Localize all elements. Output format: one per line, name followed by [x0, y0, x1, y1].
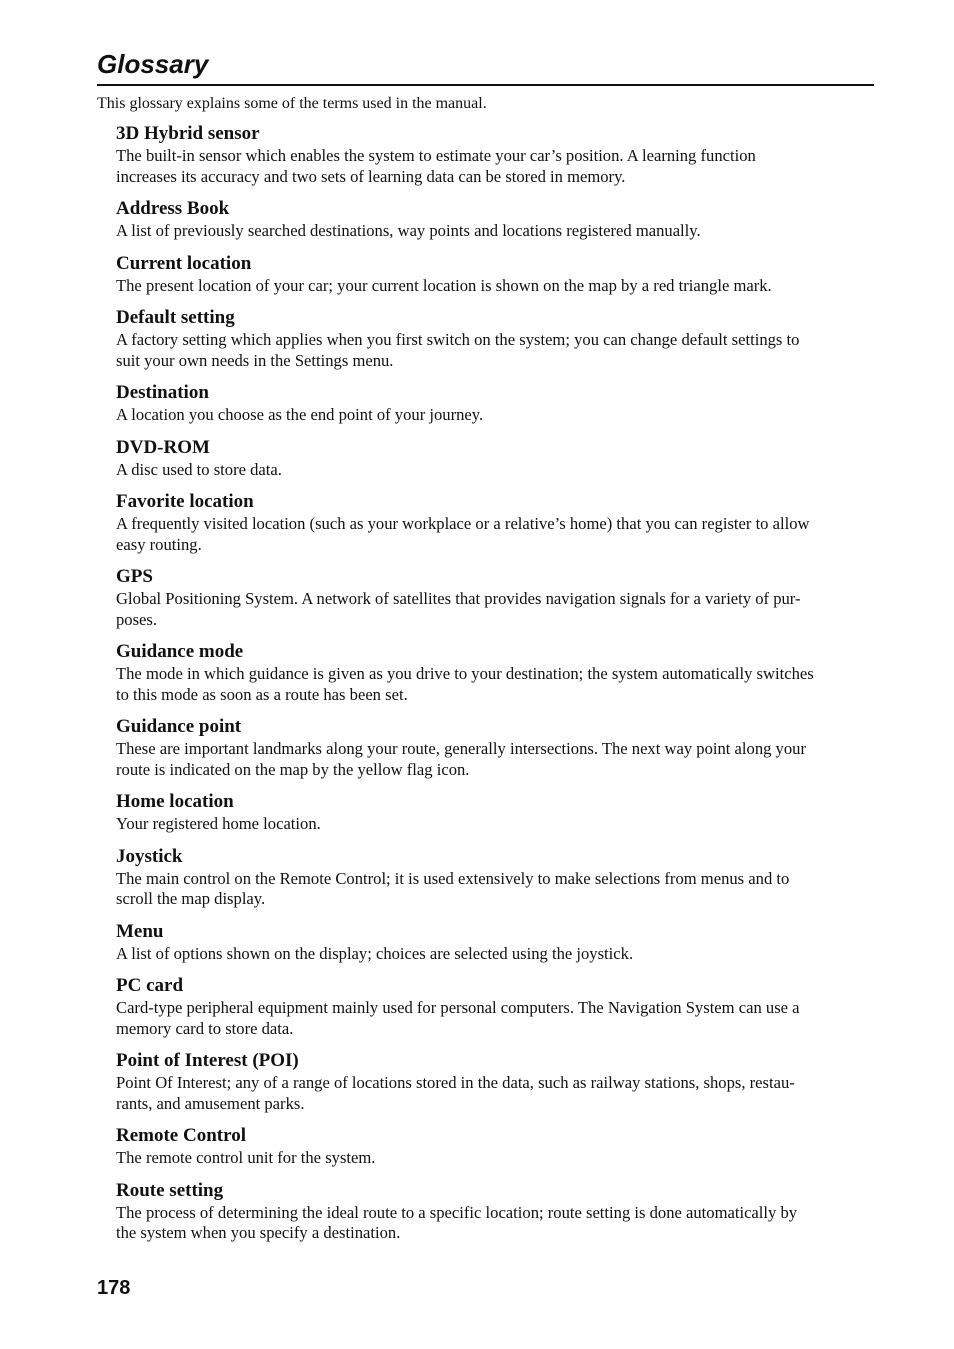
definition-line: A factory setting which applies when you first switch on the system; you can change default settings to [116, 330, 800, 349]
glossary-term: 3D Hybrid sensor [116, 123, 260, 144]
glossary-definition [116, 664, 874, 705]
glossary-definition [116, 589, 874, 630]
glossary-entry [116, 565, 874, 630]
glossary-definition [116, 869, 874, 910]
definition-line: These are important landmarks along your route, generally intersections. The next way point along your [116, 739, 806, 758]
glossary-term: GPS [116, 566, 153, 587]
definition-line: memory card to store data. [116, 1018, 294, 1038]
definition-line: to this mode as soon as a route has been set. [116, 684, 408, 704]
glossary-entry [116, 252, 874, 297]
title-divider [97, 84, 874, 86]
glossary-definition [116, 330, 874, 371]
glossary-entry [116, 715, 874, 780]
glossary-entry [116, 974, 874, 1039]
glossary-term: Home location [116, 791, 234, 812]
glossary-term: Guidance point [116, 716, 242, 737]
glossary-term: DVD-ROM [116, 436, 210, 458]
glossary-term: Default setting [116, 307, 235, 328]
glossary-term: Remote Control [116, 1125, 246, 1146]
definition-line: poses. [116, 609, 158, 629]
definition-line: The main control on the Remote Control; it is used extensively to make selections from menus and to [116, 868, 790, 888]
glossary-term: Menu [116, 920, 164, 942]
glossary-term: Current location [116, 252, 252, 274]
glossary-definition [116, 998, 874, 1039]
definition-line: A disc used to store data. [116, 459, 282, 479]
page-number: 178 [97, 1277, 131, 1299]
intro-text: This glossary explains some of the terms used in the manual. [97, 95, 487, 112]
definition-line: The process of determining the ideal route to a specific location; route setting is done automatically by [116, 1202, 798, 1222]
glossary-term: Route setting [116, 1179, 224, 1201]
glossary-definition [116, 944, 874, 965]
glossary-entry [116, 436, 874, 481]
definition-line: A list of previously searched destinations, way points and locations registered manually. [116, 221, 701, 240]
glossary-definition [116, 460, 874, 481]
glossary-entry [116, 1049, 874, 1114]
definition-line: A location you choose as the end point of your journey. [116, 405, 484, 424]
glossary-entry [116, 1179, 874, 1244]
glossary-definition [116, 1148, 874, 1169]
glossary-term: Guidance mode [116, 641, 244, 662]
definition-line: easy routing. [116, 534, 202, 554]
definition-line: route is indicated on the map by the yellow flag icon. [116, 759, 470, 779]
glossary-definition [116, 276, 874, 297]
definition-line: Global Positioning System. A network of satellites that provides navigation signals for a variety of pur- [116, 589, 801, 608]
definition-line: suit your own needs in the Settings menu. [116, 350, 394, 370]
glossary-entry [116, 197, 874, 242]
glossary-entry [116, 306, 874, 371]
glossary-entry [116, 490, 874, 555]
definition-line: increases its accuracy and two sets of learning data can be stored in memory. [116, 166, 626, 186]
definition-line: Point Of Interest; any of a range of locations stored in the data, such as railway stations, shops, restau- [116, 1073, 795, 1092]
glossary-list [116, 122, 874, 1254]
glossary-entry [116, 122, 874, 187]
glossary-definition [116, 514, 874, 555]
definition-line: A list of options shown on the display; choices are selected using the joystick. [116, 943, 634, 963]
glossary-definition [116, 146, 874, 187]
glossary-term: Destination [116, 382, 209, 403]
glossary-entry [116, 845, 874, 910]
glossary-term: Point of Interest (POI) [116, 1050, 299, 1071]
glossary-definition [116, 739, 874, 780]
glossary-definition [116, 221, 874, 242]
glossary-term: PC card [116, 975, 184, 996]
glossary-term: Joystick [116, 845, 183, 867]
glossary-term: Favorite location [116, 491, 254, 512]
definition-line: the system when you specify a destination. [116, 1223, 401, 1242]
definition-line: scroll the map display. [116, 889, 266, 908]
glossary-entry [116, 920, 874, 965]
definition-line: The remote control unit for the system. [116, 1148, 376, 1167]
glossary-definition [116, 814, 874, 835]
glossary-definition [116, 1073, 874, 1114]
definition-line: The built-in sensor which enables the system to estimate your car’s position. A learning function [116, 146, 756, 165]
glossary-definition [116, 405, 874, 426]
definition-line: The present location of your car; your current location is shown on the map by a red triangle mark. [116, 275, 772, 295]
definition-line: Your registered home location. [116, 814, 321, 833]
glossary-entry [116, 381, 874, 426]
definition-line: The mode in which guidance is given as you drive to your destination; the system automatically switches [116, 664, 814, 683]
glossary-entry [116, 1124, 874, 1169]
definition-line: rants, and amusement parks. [116, 1093, 305, 1113]
definition-line: A frequently visited location (such as your workplace or a relative’s home) that you can register to allow [116, 514, 810, 533]
glossary-term: Address Book [116, 198, 230, 219]
definition-line: Card-type peripheral equipment mainly used for personal computers. The Navigation System can use a [116, 998, 800, 1017]
page-title: Glossary [97, 49, 209, 79]
glossary-entry [116, 790, 874, 835]
glossary-entry [116, 640, 874, 705]
glossary-definition [116, 1203, 874, 1244]
